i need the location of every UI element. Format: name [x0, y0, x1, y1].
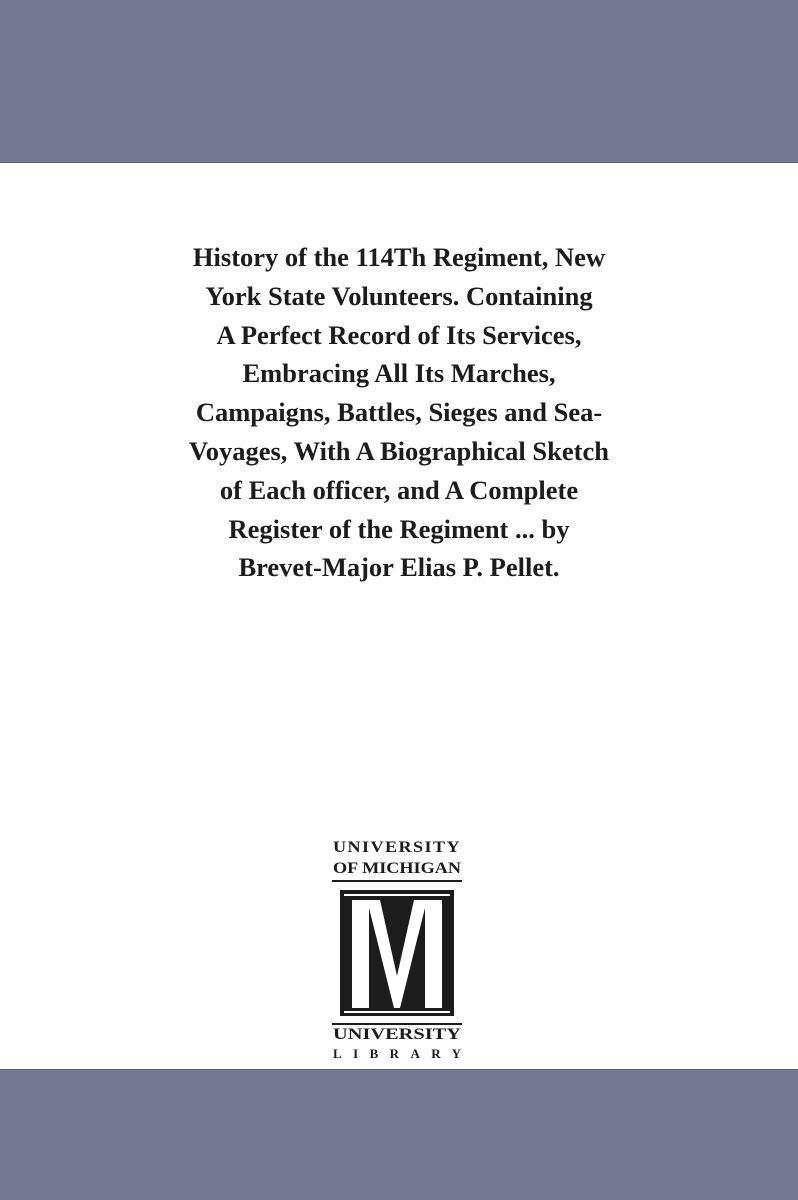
logo-text-of-michigan: OF MICHIGAN: [333, 860, 461, 877]
block-m-emblem: [340, 890, 454, 1016]
logo-text-library: LIBRARY: [333, 1046, 461, 1061]
logo-text-university-2: UNIVERSITY: [333, 1026, 461, 1043]
bottom-band: [0, 1070, 798, 1200]
book-title: History of the 114Th Regiment, New York State Volunteers. Containing A Perfect Record of Its Services, Embracing All Its Marches, Campaigns, Battles, Sieges and Sea- Voyages, With A Biographical Sketch of Each officer, and A Complete Register of the Regiment ... by Brevet-Major Elias P. Pellet.: [189, 242, 609, 583]
top-band: [0, 0, 798, 162]
logo-text-university: UNIVERSITY: [333, 839, 461, 856]
university-of-michigan-library-logo: [330, 836, 464, 1062]
